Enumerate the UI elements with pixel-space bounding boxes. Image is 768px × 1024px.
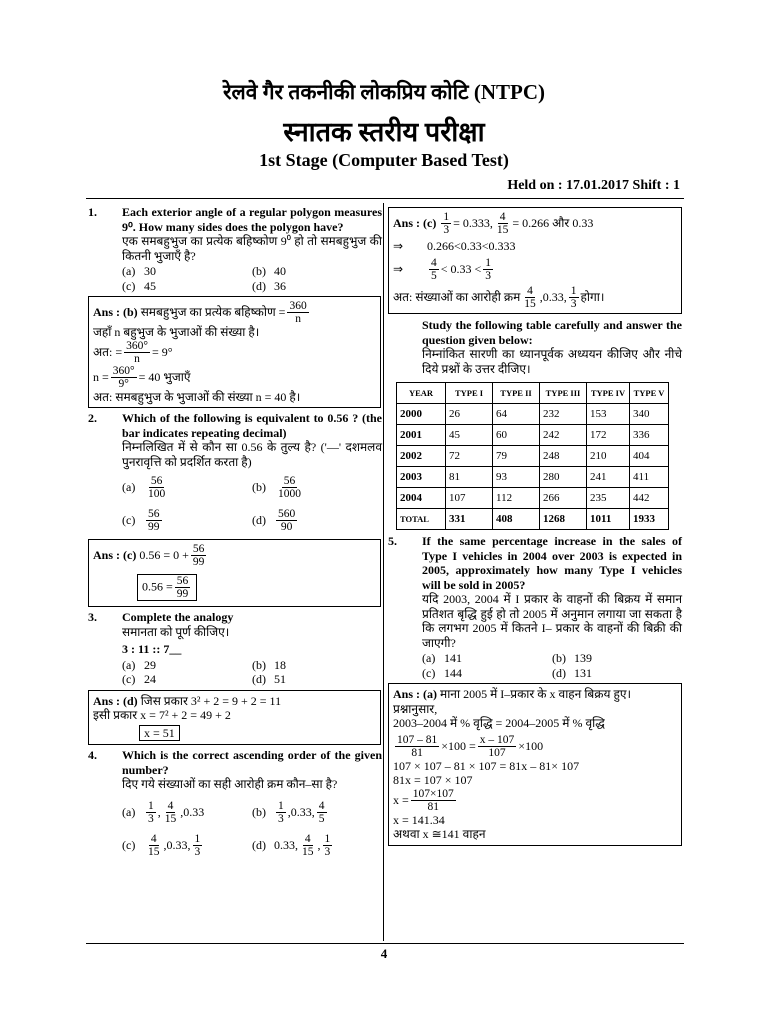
answer-label: Ans : (393, 687, 421, 701)
option-a: (a) 29 (122, 657, 156, 672)
solution-line: प्रश्नानुसार, (393, 701, 438, 716)
options (122, 800, 382, 858)
option-d: (d) 51 (252, 672, 286, 686)
answer-label: Ans : (93, 693, 121, 708)
option-label: (d) (252, 278, 266, 293)
options (122, 475, 382, 533)
table-intro-hi: निम्नांकित सारणी का ध्यानपूर्वक अध्ययन कीजिए और नीचे दिये प्रश्नों के उत्तर दीजिए। (422, 347, 682, 376)
question-number: 4. (88, 748, 97, 762)
table-row: 2004 107 112 266 235 442 (397, 488, 669, 509)
option-a: (a) 141 (422, 651, 462, 665)
option-c (122, 279, 252, 294)
question-stem: 3 : 11 :: 7__ (122, 642, 182, 656)
table-intro-en: Study the following table carefully and answer the question given below: (422, 318, 682, 347)
page-number: 4 (380, 946, 388, 961)
options (122, 264, 382, 293)
option-d (252, 279, 382, 294)
option-text: 40 (274, 264, 286, 278)
option-d: (d) $\frac{560}{90}$ (252, 508, 296, 533)
question-3 (88, 610, 381, 687)
question-number: 1. (88, 205, 97, 219)
option-text: 45 (144, 278, 156, 293)
answer-option: (d) (123, 693, 138, 708)
option-b: (b) $\frac{1}{3}$ ,0.33, $\frac{4}{5}$ (252, 799, 325, 825)
fraction: $\frac{360}{n}$ (289, 300, 307, 325)
solution-line: अत: समबहुभुज के भुजाओं की संख्या n = 40 है। (93, 389, 301, 404)
question-text-hi: एक समबहुभुज का प्रत्येक बहिष्कोण 9⁰ हो तो समबहुभुज की कितनी भुजाएँ है? (122, 234, 382, 263)
question-number: 5. (388, 534, 397, 548)
solution-line: 107 × 107 – 81 × 107 = 81x – 81× 107 (393, 758, 580, 773)
exam-title-hindi: रेलवे गैर तकनीकी लोकप्रिय कोटि (NTPC) (222, 80, 546, 104)
answer-box-5: Ans : (a) माना 2005 में I–प्रकार के x वाहन बिक्रय हुए। प्रश्नानुसार, 2003–2004 में % वृद्धि = 2004–2005 में % वृद्धि $\frac{107 - 81}{81}$ ×100 = $\frac{x - 107}{107}$ ×100 107 × 107 – 81 × 107 = 81x – 81× 107 81x = 107 × 107 x = $\frac{107\times 107}{81}$ x = 141.34 अथवा x ≅141 वाहन (388, 683, 682, 846)
solution-text: जिस प्रकार 3² + 2 = 9 + 2 = 11 (140, 693, 282, 708)
option-b: (b) $\frac{56}{1000}$ (252, 475, 301, 500)
option-b (252, 264, 382, 279)
question-text-en: Each exterior angle of a regular polygon measures 9⁰. How many sides does the polygon have? (122, 205, 382, 234)
option-label: (a) (122, 264, 136, 278)
option-label: (b) (252, 264, 266, 278)
left-column (88, 205, 381, 858)
solution-text: n = (93, 369, 109, 384)
option-c: (c) $\frac{4}{15}$ ,0.33, $\frac{1}{3}$ (122, 832, 201, 858)
question-text-hi: समानता को पूर्ण कीजिए। (122, 624, 230, 639)
question-text-en: Which is the correct ascending order of the given number? (122, 748, 382, 777)
answer-box-2: Ans : (c) 0.56 = 0 + $\frac{56}{99}$ 0.56 = $\frac{56}{99}$ (88, 539, 381, 607)
option-b: (b) 18 (252, 657, 286, 672)
solution-text: 0.266<0.33<0.333 (427, 239, 516, 254)
option-a (122, 264, 252, 279)
option-c: (c) $\frac{56}{99}$ (122, 508, 160, 533)
option-text: 30 (144, 264, 156, 278)
option-d: (d) 131 (552, 665, 592, 680)
answer-label: Ans : (93, 305, 121, 320)
answer-option: (b) (123, 305, 138, 320)
header-rule (86, 198, 684, 199)
footer-rule (86, 943, 684, 944)
question-number: 2. (88, 411, 97, 425)
exam-subtitle-hindi: स्नातक स्तरीय परीक्षा (283, 117, 485, 147)
answer-label: Ans : (93, 548, 121, 563)
options (422, 651, 682, 680)
option-b: (b) 139 (552, 651, 592, 665)
question-text-hi: निम्नलिखित में से कौन सा 0.56 के तुल्य है? ('—' दशमलव पुनरावृत्ति को प्रदर्शित करता है) (122, 440, 382, 469)
option-label: (c) (122, 278, 136, 293)
final-answer-box: 0.56 = $\frac{56}{99}$ (137, 574, 197, 601)
option-c: (c) 144 (422, 665, 462, 680)
header-cell: TYPE II (493, 383, 540, 404)
option-a: (a) $\frac{56}{100}$ (122, 475, 166, 500)
solution-line: अथवा x ≅141 वाहन (393, 827, 486, 841)
answer-option: (a) (423, 687, 438, 701)
question-text-en: Which of the following is equivalent to 0.56 ? (the bar indicates repeating decimal) (122, 411, 382, 440)
held-on-date: Held on : 17.01.2017 Shift : 1 (507, 178, 680, 193)
implies-icon: ⇒ (393, 262, 404, 277)
solution-line: 2003–2004 में % वृद्धि = 2004–2005 में % वृद्धि (393, 716, 605, 730)
solution-text: माना 2005 में I–प्रकार के x वाहन बिक्रय हुए। (440, 687, 632, 701)
implies-icon: ⇒ (393, 239, 404, 254)
question-2 (88, 411, 381, 533)
options (122, 658, 382, 687)
solution-line: x = 141.34 (393, 812, 445, 827)
option-a: (a) $\frac{1}{3}$ , $\frac{4}{15}$ ,0.33 (122, 799, 205, 825)
solution-text: अत: = (93, 344, 123, 359)
option-d: (d) 0.33, $\frac{4}{15}$ , $\frac{1}{3}$ (252, 832, 331, 858)
solution-line: समबहुभुज का प्रत्येक बहिष्कोण = (140, 305, 286, 320)
sales-table (396, 382, 669, 530)
solution-line: 81x = 107 × 107 (393, 773, 473, 787)
table-row: 2001 45 60 242 172 336 (397, 425, 669, 446)
table-row: 2000 26 64 232 153 340 (397, 404, 669, 425)
answer-option: (c) (423, 216, 437, 231)
question-text-hi: यदि 2003, 2004 में I प्रकार के वाहनों की बिक्रय में समान प्रतिशत बृद्धि हुई हो तो 2005 में अनुमान लगाया जा सकता है कि लगभग 2005 में कितने I– प्रकार के वाहनों की बिक्री की जाएगी? (422, 592, 682, 650)
option-text: 36 (274, 278, 286, 293)
question-text-en: Complete the analogy (122, 610, 234, 624)
table-row: 2002 72 79 248 210 404 (397, 446, 669, 467)
header-cell: TYPE IV (587, 383, 630, 404)
question-text-hi: दिए गये संख्याओं का सही आरोही क्रम कौन–सा है? (122, 777, 338, 791)
answer-label: Ans : (393, 216, 421, 231)
column-divider (383, 203, 384, 941)
exam-stage: 1st Stage (Computer Based Test) (259, 150, 509, 170)
header-cell: TYPE I (446, 383, 493, 404)
table-row: 2003 81 93 280 241 411 (397, 467, 669, 488)
right-column (388, 205, 682, 849)
solution-text: अत: संख्याओं का आरोही क्रम (393, 290, 521, 305)
question-4 (88, 748, 381, 858)
question-1 (88, 205, 381, 293)
question-text-en: If the same percentage increase in the sales of Type I vehicles in 2004 over 2003 is expected in 2005, approximately how many Type I vehicles will be sold in 2005? (422, 534, 682, 592)
solution-line: जहाँ n बहुभुज के भुजाओं की संख्या है। (93, 325, 260, 339)
solution-text: 0.56 = 0 + (139, 548, 189, 563)
table-total-row: TOTAL 331 408 1268 1011 1933 (397, 509, 669, 530)
solution-line: इसी प्रकार x = 7² + 2 = 49 + 2 (93, 708, 231, 722)
table-header-row (397, 383, 669, 404)
answer-option: (c) (123, 548, 137, 563)
table-intro (388, 318, 682, 376)
header-cell: YEAR (397, 383, 446, 404)
option-c: (c) 24 (122, 672, 156, 686)
header-cell: TYPE III (540, 383, 587, 404)
header-cell: TYPE V (630, 383, 669, 404)
question-number: 3. (88, 610, 97, 624)
solution-text: = 40 भुजाएँ (138, 369, 191, 384)
fraction: $\frac{360^\circ}{9^\circ}$ (112, 364, 135, 390)
answer-box-3 (88, 690, 381, 746)
answer-box-4: Ans : (c) $\frac{1}{3}$ = 0.333, $\frac{4}{15}$ = 0.266 और 0.33 ⇒ 0.266<0.33<0.333 ⇒ $\frac{4}{5}$ < 0.33 < $\frac{1}{3}$ अत: संख्याओं का आरोही क्रम $\frac{4}{15}$ ,0.33, $\frac{1}{3}$ होगा। (388, 207, 682, 314)
question-5 (388, 534, 682, 680)
fraction: $\frac{360^\circ}{n}$ (126, 339, 148, 365)
final-answer-box: x = 51 (139, 725, 180, 742)
answer-box-1 (88, 296, 381, 408)
solution-text: = 9° (151, 344, 173, 359)
